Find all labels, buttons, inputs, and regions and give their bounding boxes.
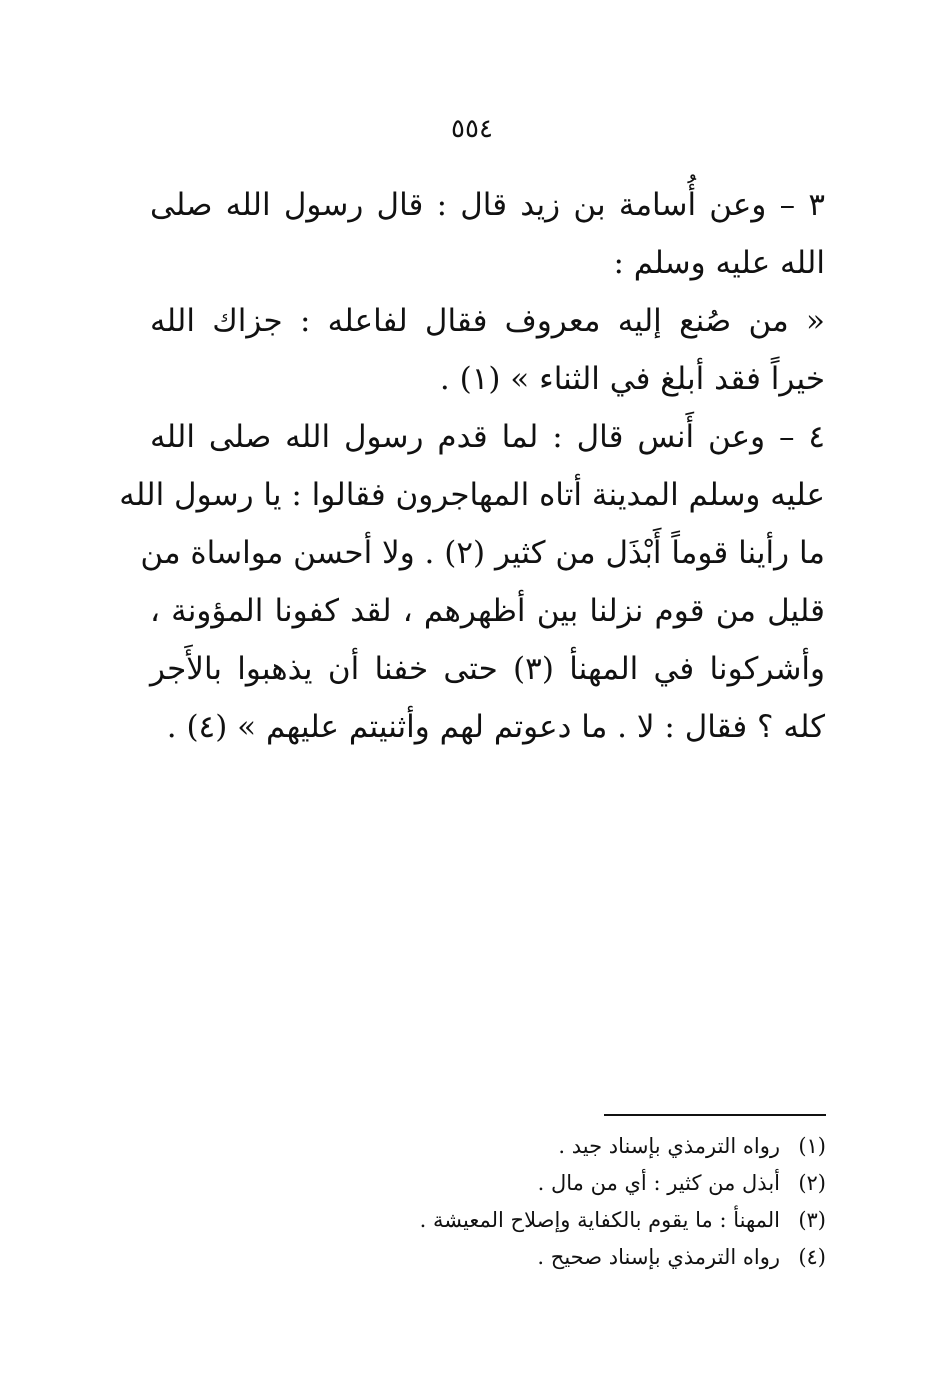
text-line: ٣ – وعن أُسامة بن زيد قال : قال رسول الله صلى — [150, 187, 825, 223]
footnote-number: (٣) — [798, 1208, 826, 1232]
text-line: عليه وسلم المدينة أتاه المهاجرون فقالوا : يا رسول الله — [119, 477, 825, 513]
text-line: قليل من قوم نزلنا بين أظهرهم ، لقد كفونا المؤونة ، — [150, 593, 825, 629]
footnote-number: (١) — [798, 1134, 826, 1158]
footnote-number: (٢) — [798, 1171, 826, 1195]
text-line: « من صُنع إليه معروف فقال لفاعله : جزاك الله — [150, 303, 825, 339]
footnote-text: المهنأ : ما يقوم بالكفاية وإصلاح المعيشة . — [419, 1208, 780, 1232]
page-number: ٥٥٤ — [451, 114, 493, 144]
footnote-1 — [300, 1128, 826, 1165]
paragraph-hadith-3 — [150, 176, 825, 292]
footnote-text: رواه الترمذي بإسناد صحيح . — [537, 1245, 780, 1269]
footnote-separator — [604, 1114, 826, 1116]
paragraph-hadith-3-quote — [150, 292, 825, 408]
paragraph-hadith-4 — [119, 408, 825, 756]
text-line: ٤ – وعن أَنس قال : لما قدم رسول الله صلى الله — [150, 419, 825, 455]
footnote-number: (٤) — [798, 1245, 826, 1269]
text-line: ما رأينا قوماً أَبْذَل من كثير (٢) . ولا أحسن مواساة من — [140, 535, 825, 571]
footnote-text: رواه الترمذي بإسناد جيد . — [558, 1134, 780, 1158]
text-line: وأشركونا في المهنأ (٣) حتى خفنا أن يذهبوا بالأَجر — [150, 651, 825, 687]
footnote-text: أبذل من كثير : أي من مال . — [537, 1171, 780, 1195]
text-line: الله عليه وسلم : — [613, 245, 825, 281]
footnotes — [300, 1128, 826, 1276]
footnote-4 — [300, 1239, 826, 1276]
main-text — [119, 176, 825, 756]
text-line: كله ؟ فقال : لا . ما دعوتم لهم وأثنيتم عليهم » (٤) . — [166, 709, 825, 745]
text-line: خيراً فقد أبلغ في الثناء » (١) . — [439, 361, 825, 397]
footnote-3 — [300, 1202, 826, 1239]
footnote-2 — [300, 1165, 826, 1202]
